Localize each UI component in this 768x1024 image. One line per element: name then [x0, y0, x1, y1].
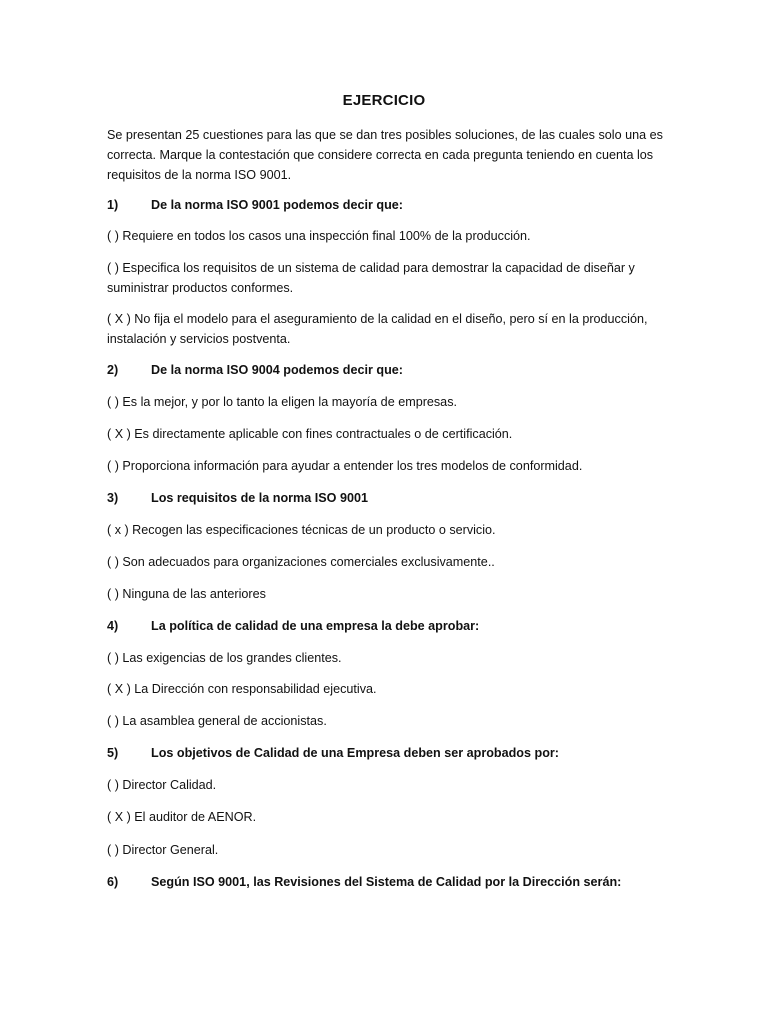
question-text: Según ISO 9001, las Revisiones del Sistema de Calidad por la Dirección serán:: [151, 875, 622, 889]
intro-line: requisitos de la norma ISO 9001.: [107, 168, 292, 182]
option-text: ( x ) Recogen las especificaciones técnicas de un producto o servicio.: [107, 523, 496, 537]
option-text: ( X ) El auditor de AENOR.: [107, 810, 257, 824]
option-1b[interactable]: [107, 258, 635, 298]
option-text: ( ) Especifica los requisitos de un sistema de calidad para demostrar la capacidad de diseñar y: [107, 261, 635, 275]
option-text: ( ) Ninguna de las anteriores: [107, 587, 266, 601]
option-text: ( X ) La Dirección con responsabilidad ejecutiva.: [107, 682, 377, 696]
option-2a[interactable]: [107, 395, 457, 409]
question-3: [107, 491, 368, 505]
option-text: ( ) Las exigencias de los grandes clientes.: [107, 651, 342, 665]
question-1: [107, 198, 403, 212]
question-number: 1): [107, 198, 119, 212]
option-2b[interactable]: [107, 427, 512, 441]
question-6: [107, 875, 621, 889]
option-3b[interactable]: [107, 555, 495, 569]
option-5b[interactable]: [107, 810, 256, 824]
question-number: 6): [107, 875, 119, 889]
option-text: ( ) Son adecuados para organizaciones comerciales exclusivamente..: [107, 555, 495, 569]
question-text: Los requisitos de la norma ISO 9001: [151, 491, 368, 505]
document-title: EJERCICIO: [342, 92, 426, 109]
option-1c[interactable]: [107, 309, 647, 349]
option-text: ( X ) No fija el modelo para el aseguramiento de la calidad en el diseño, pero sí en la producción,: [107, 312, 648, 326]
option-1a[interactable]: [107, 229, 531, 243]
option-text: ( ) Director Calidad.: [107, 778, 217, 792]
option-text: ( ) La asamblea general de accionistas.: [107, 714, 327, 728]
option-5c[interactable]: [107, 843, 218, 857]
question-text: La política de calidad de una empresa la debe aprobar:: [151, 619, 480, 633]
question-2: [107, 363, 403, 377]
option-text: ( ) Es la mejor, y por lo tanto la eligen la mayoría de empresas.: [107, 395, 457, 409]
question-number: 5): [107, 746, 119, 760]
option-text: ( ) Proporciona información para ayudar a entender los tres modelos de conformidad.: [107, 459, 583, 473]
intro-paragraph: [107, 125, 667, 185]
intro-line: Se presentan 25 cuestiones para las que se dan tres posibles soluciones, de las cuales solo una es: [107, 128, 663, 142]
option-4c[interactable]: [107, 714, 327, 728]
question-4: [107, 619, 479, 633]
intro-line: correcta. Marque la contestación que considere correcta en cada pregunta teniendo en cuenta los: [107, 148, 654, 162]
option-text: instalación y servicios postventa.: [107, 332, 291, 346]
option-5a[interactable]: [107, 778, 216, 792]
option-3c[interactable]: [107, 587, 266, 601]
option-2c[interactable]: [107, 459, 582, 473]
question-number: 3): [107, 491, 119, 505]
option-4a[interactable]: [107, 651, 342, 665]
option-text: ( ) Director General.: [107, 843, 219, 857]
option-text: ( ) Requiere en todos los casos una inspección final 100% de la producción.: [107, 229, 531, 243]
question-5: [107, 746, 559, 760]
question-text: De la norma ISO 9001 podemos decir que:: [151, 198, 403, 212]
option-text: suministrar productos conformes.: [107, 281, 294, 295]
option-text: ( X ) Es directamente aplicable con fines contractuales o de certificación.: [107, 427, 513, 441]
question-text: Los objetivos de Calidad de una Empresa deben ser aprobados por:: [151, 746, 559, 760]
option-4b[interactable]: [107, 682, 377, 696]
option-3a[interactable]: [107, 523, 496, 537]
question-number: 4): [107, 619, 119, 633]
question-number: 2): [107, 363, 119, 377]
question-text: De la norma ISO 9004 podemos decir que:: [151, 363, 403, 377]
